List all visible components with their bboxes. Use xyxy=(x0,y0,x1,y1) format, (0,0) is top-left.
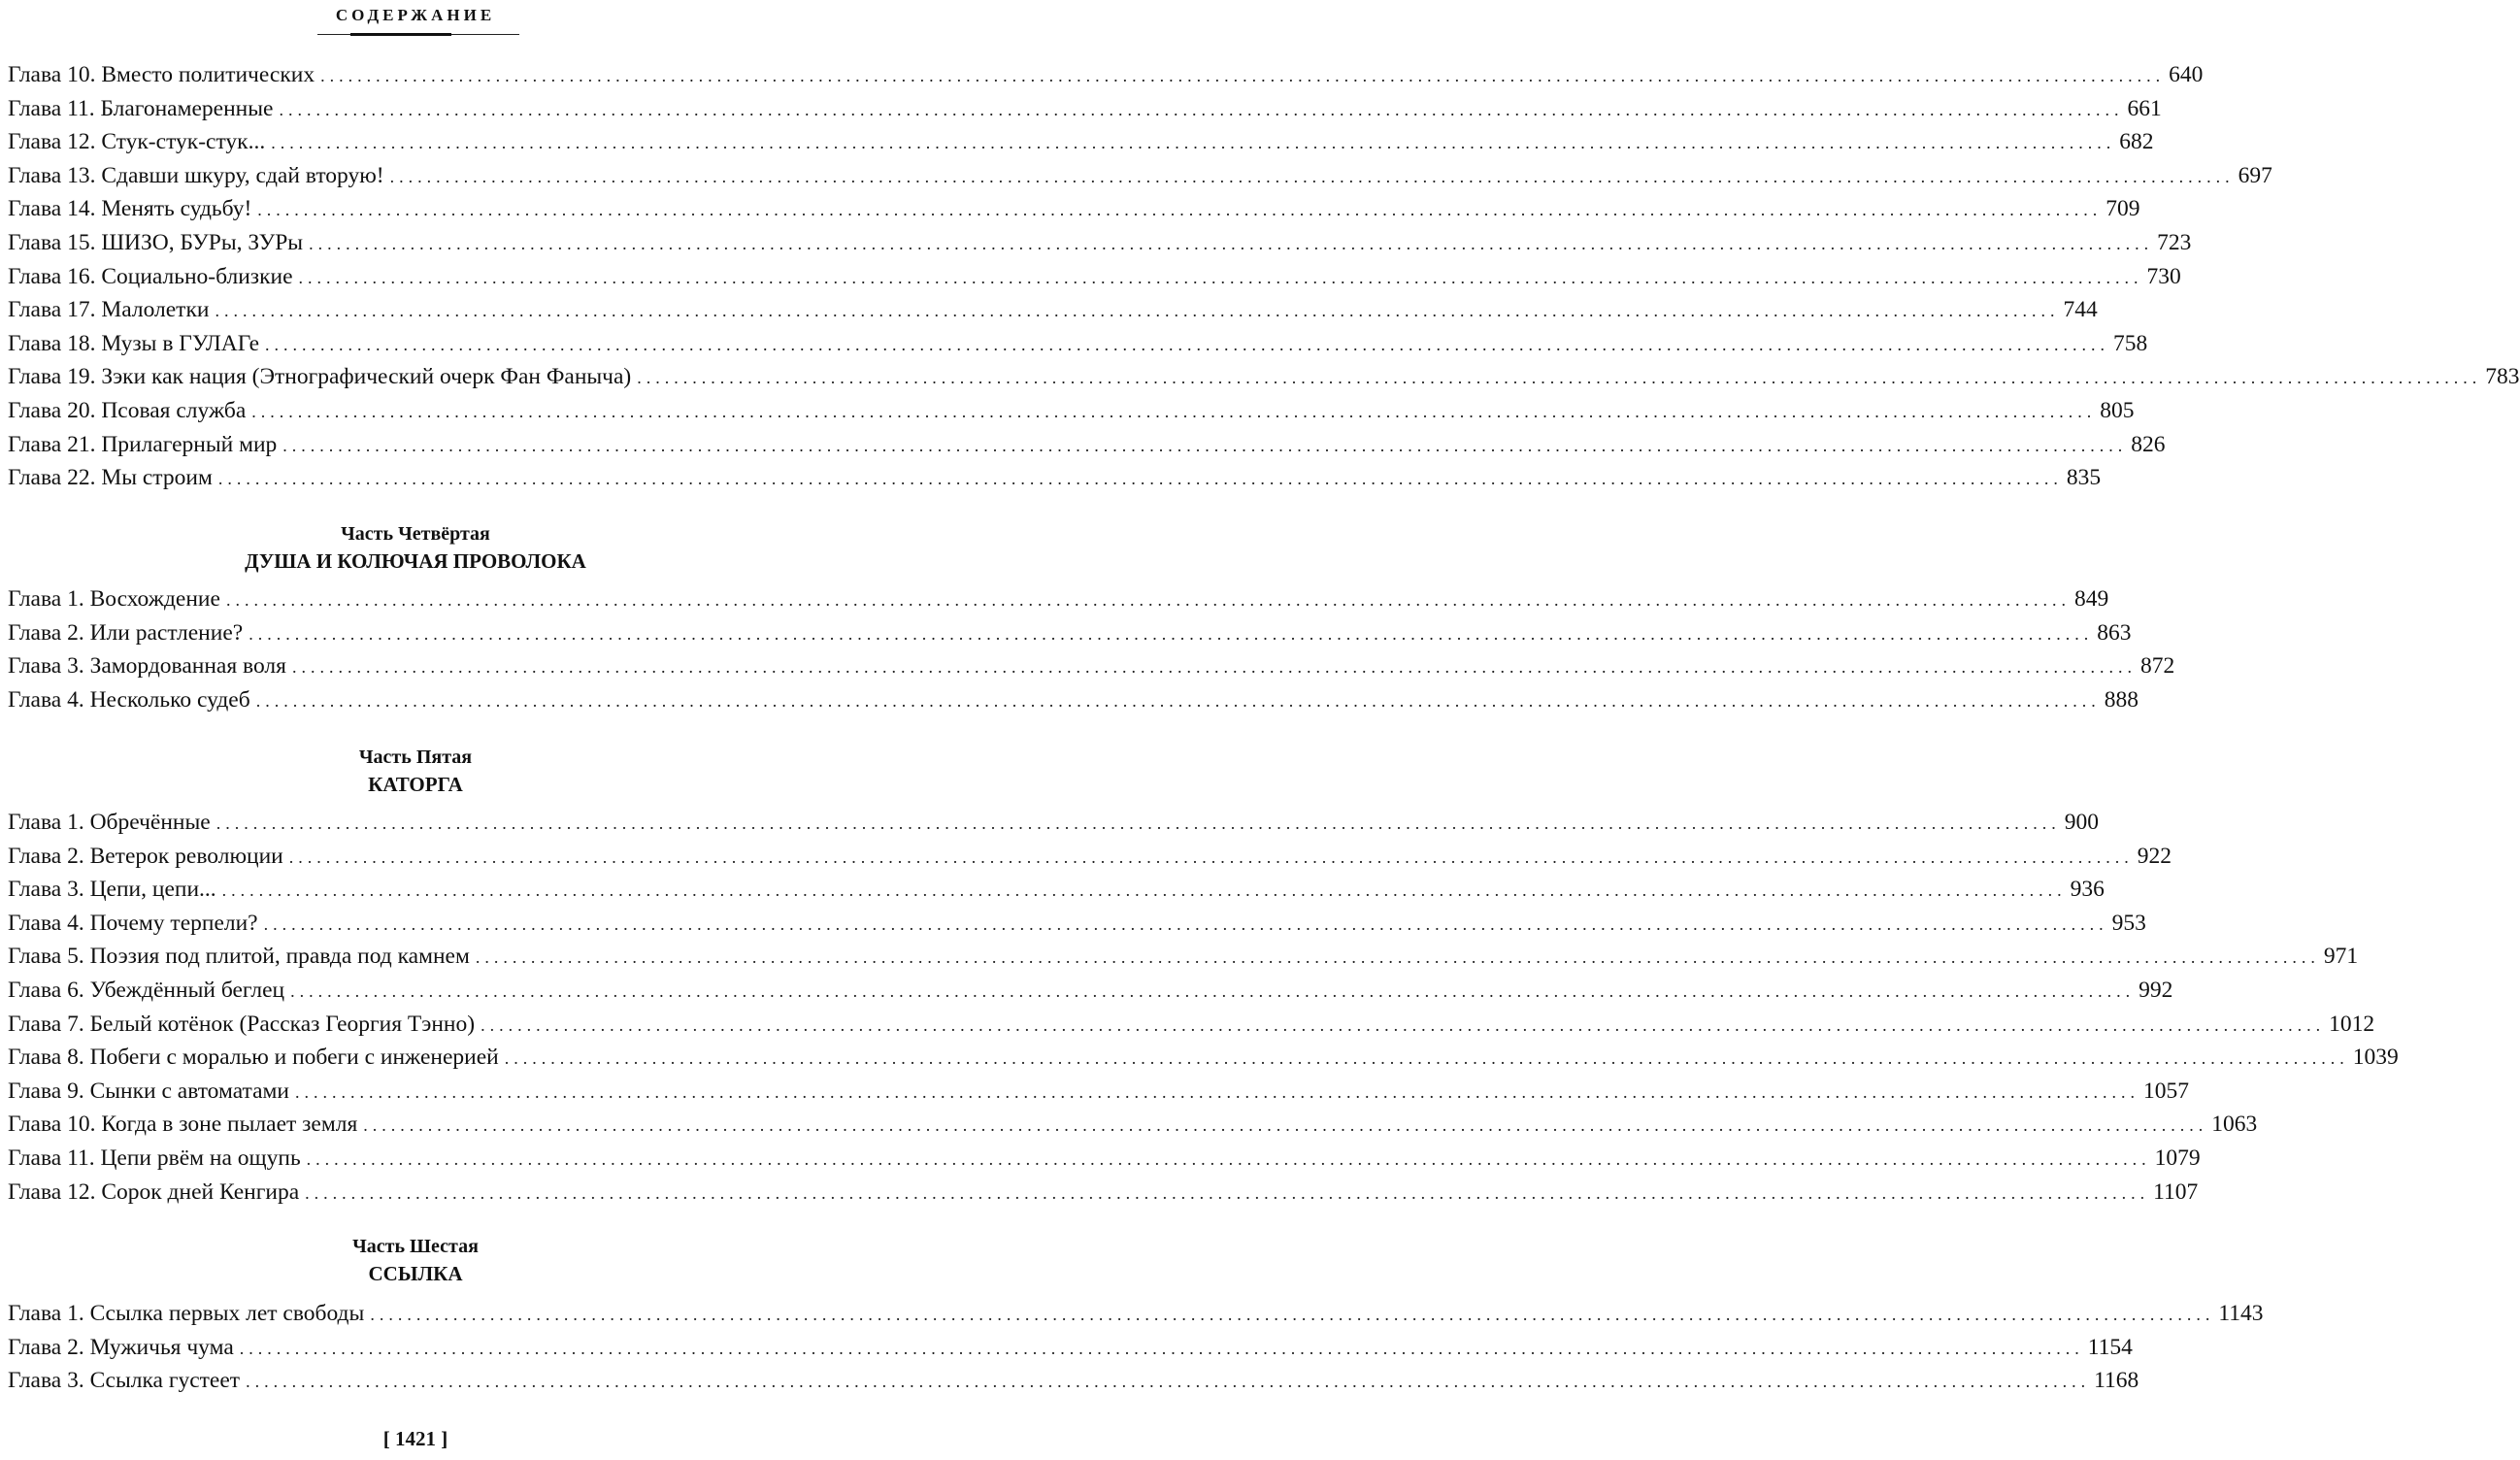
dot-leader: ........................................................................................................................................................................................................ xyxy=(265,334,2110,354)
chapter-title: Глава 11. Благонамеренные xyxy=(8,95,274,121)
toc-entry[interactable] xyxy=(8,330,2148,365)
part-number: Часть Шестая xyxy=(352,1236,479,1257)
toc-entry[interactable] xyxy=(8,1011,2375,1045)
dot-leader: ........................................................................................................................................................................................................ xyxy=(475,947,2320,968)
chapter-title: Глава 3. Цепи, цепи... xyxy=(8,877,216,903)
chapter-title: Глава 19. Зэки как нация (Этнографический очерк Фан Фаныча) xyxy=(8,364,632,390)
dot-leader: ........................................................................................................................................................................................................ xyxy=(370,1305,2215,1324)
page-number: 1168 xyxy=(2094,1368,2139,1394)
dot-leader: ........................................................................................................................................................................................................ xyxy=(279,99,2124,119)
chapter-title: Глава 22. Мы строим xyxy=(8,465,213,491)
chapter-title: Глава 4. Несколько судеб xyxy=(8,686,250,713)
dot-leader: ........................................................................................................................................................................................................ xyxy=(239,1338,2084,1358)
dot-leader: ........................................................................................................................................................................................................ xyxy=(221,880,2067,901)
folio-page-number: [ 1421 ] xyxy=(382,1427,448,1450)
chapter-title: Глава 13. Сдавши шкуру, сдай вторую! xyxy=(8,162,384,188)
chapter-title: Глава 9. Сынки с автоматами xyxy=(8,1078,289,1104)
toc-entry[interactable] xyxy=(8,810,2099,844)
dot-leader: ........................................................................................................................................................................................................ xyxy=(637,368,2482,388)
toc-entry[interactable] xyxy=(8,877,2105,911)
dot-leader: ........................................................................................................................................................................................................ xyxy=(271,133,2116,153)
page-number: 922 xyxy=(2137,843,2172,869)
chapter-title: Глава 1. Обречённые xyxy=(8,810,211,835)
page-number: 849 xyxy=(2073,586,2109,612)
page-number: 805 xyxy=(2100,397,2135,423)
header-rule-accent xyxy=(350,33,451,36)
dot-leader: ........................................................................................................................................................................................................ xyxy=(305,1182,2150,1203)
toc-entry[interactable] xyxy=(8,686,2139,721)
chapter-title: Глава 5. Поэзия под плитой, правда под камнем xyxy=(8,944,470,970)
toc-entry[interactable] xyxy=(8,619,2132,654)
chapter-title: Глава 2. Или растление? xyxy=(8,619,244,646)
page-number: 872 xyxy=(2139,653,2175,680)
dot-leader: ........................................................................................................................................................................................................ xyxy=(298,267,2143,287)
dot-leader: ........................................................................................................................................................................................................ xyxy=(246,1372,2091,1392)
chapter-title: Глава 18. Музы в ГУЛАГе xyxy=(8,330,260,356)
page-number: 835 xyxy=(2066,465,2102,491)
chapter-title: Глава 6. Убеждённый беглец xyxy=(8,977,285,1003)
dot-leader: ........................................................................................................................................................................................................ xyxy=(255,690,2101,711)
toc-entry[interactable] xyxy=(8,431,2166,466)
dot-leader: ........................................................................................................................................................................................................ xyxy=(309,233,2154,253)
page-number: 888 xyxy=(2104,686,2139,713)
toc-entry[interactable] xyxy=(8,653,2175,687)
part-number: Часть Пятая xyxy=(358,747,473,768)
chapter-title: Глава 21. Прилагерный мир xyxy=(8,431,278,457)
page-number: 661 xyxy=(2127,95,2162,121)
page-number: 1063 xyxy=(2211,1112,2258,1138)
dot-leader: ........................................................................................................................................................................................................ xyxy=(306,1148,2151,1169)
toc-entry[interactable] xyxy=(8,1145,2201,1179)
dot-leader: ........................................................................................................................................................................................................ xyxy=(225,590,2071,610)
toc-section-part-6 xyxy=(8,1301,2264,1402)
chapter-title: Глава 16. Социально-близкие xyxy=(8,263,293,289)
dot-leader: ........................................................................................................................................................................................................ xyxy=(290,980,2136,1001)
page-number: 863 xyxy=(2097,619,2132,646)
toc-entry[interactable] xyxy=(8,1178,2199,1213)
page-number: 1012 xyxy=(2329,1011,2375,1037)
toc-entry[interactable] xyxy=(8,586,2109,620)
toc-entry[interactable] xyxy=(8,62,2204,96)
toc-entry[interactable] xyxy=(8,263,2181,298)
page-number: 709 xyxy=(2106,196,2140,222)
chapter-title: Глава 4. Почему терпели? xyxy=(8,910,258,936)
toc-entry[interactable] xyxy=(8,1301,2264,1335)
toc-entry[interactable] xyxy=(8,162,2272,197)
part-number: Часть Четвёртая xyxy=(341,523,490,545)
running-header: СОДЕРЖАНИЕ xyxy=(335,6,496,24)
page-number: 1057 xyxy=(2142,1078,2189,1104)
part-title: ССЫЛКА xyxy=(368,1262,463,1285)
page-number: 697 xyxy=(2238,162,2272,188)
page-number: 1079 xyxy=(2154,1145,2201,1171)
toc-entry[interactable] xyxy=(8,843,2172,878)
chapter-title: Глава 17. Малолетки xyxy=(8,297,210,323)
toc-entry[interactable] xyxy=(8,397,2135,432)
page-number: 1039 xyxy=(2352,1045,2399,1071)
chapter-title: Глава 14. Менять судьбу! xyxy=(8,196,252,222)
toc-entry[interactable] xyxy=(8,196,2140,230)
toc-entry[interactable] xyxy=(8,129,2154,163)
dot-leader: ........................................................................................................................................................................................................ xyxy=(291,657,2137,678)
dot-leader: ........................................................................................................................................................................................................ xyxy=(263,913,2108,934)
page-number: 1107 xyxy=(2153,1178,2199,1205)
dot-leader: ........................................................................................................................................................................................................ xyxy=(320,66,2166,85)
page-number: 783 xyxy=(2485,364,2520,390)
page-number: 900 xyxy=(2064,810,2099,835)
dot-leader: ........................................................................................................................................................................................................ xyxy=(282,435,2128,455)
chapter-title: Глава 15. ШИЗО, БУРы, ЗУРы xyxy=(8,229,304,255)
page-number: 1143 xyxy=(2218,1301,2264,1326)
chapter-title: Глава 7. Белый котёнок (Рассказ Георгия Тэнно) xyxy=(8,1011,476,1037)
chapter-title: Глава 10. Когда в зоне пылает земля xyxy=(8,1112,358,1138)
chapter-title: Глава 1. Восхождение xyxy=(8,586,220,612)
toc-entry[interactable] xyxy=(8,95,2162,130)
page-number: 723 xyxy=(2157,229,2192,255)
page-number: 640 xyxy=(2169,62,2204,87)
part-title: ДУША И КОЛЮЧАЯ ПРОВОЛОКА xyxy=(245,549,586,573)
toc-entry[interactable] xyxy=(8,1368,2139,1402)
chapter-title: Глава 1. Ссылка первых лет свободы xyxy=(8,1301,365,1326)
chapter-title: Глава 2. Ветерок революции xyxy=(8,843,283,869)
page-number: 1154 xyxy=(2087,1334,2133,1360)
page-number: 730 xyxy=(2146,263,2181,289)
dot-leader: ........................................................................................................................................................................................................ xyxy=(363,1115,2208,1136)
dot-leader: ........................................................................................................................................................................................................ xyxy=(216,813,2061,833)
dot-leader: ........................................................................................................................................................................................................ xyxy=(215,301,2060,321)
part-heading xyxy=(0,1233,831,1287)
chapter-title: Глава 11. Цепи рвём на ощупь xyxy=(8,1145,301,1171)
toc-entry[interactable] xyxy=(8,1334,2133,1369)
dot-leader: ........................................................................................................................................................................................................ xyxy=(249,623,2094,644)
page-number: 758 xyxy=(2113,330,2148,356)
toc-entry[interactable] xyxy=(8,1112,2258,1145)
chapter-title: Глава 10. Вместо политических xyxy=(8,62,315,87)
chapter-title: Глава 3. Ссылка густеет xyxy=(8,1368,241,1394)
dot-leader: ........................................................................................................................................................................................................ xyxy=(504,1048,2349,1069)
toc-entry[interactable] xyxy=(8,1078,2189,1112)
dot-leader: ........................................................................................................................................................................................................ xyxy=(257,200,2103,220)
page-number: 953 xyxy=(2111,910,2146,936)
dot-leader: ........................................................................................................................................................................................................ xyxy=(389,166,2235,186)
page-number: 744 xyxy=(2063,297,2098,323)
page-number: 682 xyxy=(2119,129,2154,155)
chapter-title: Глава 8. Побеги с моралью и побеги с инженерией xyxy=(8,1045,499,1071)
chapter-title: Глава 3. Замордованная воля xyxy=(8,653,286,680)
toc-entry[interactable] xyxy=(8,1045,2399,1078)
part-heading xyxy=(0,744,831,798)
toc-entry[interactable] xyxy=(8,297,2098,331)
dot-leader: ........................................................................................................................................................................................................ xyxy=(481,1014,2326,1035)
chapter-title: Глава 20. Псовая служба xyxy=(8,397,247,423)
toc-section-part-3-continued xyxy=(8,62,2520,499)
dot-leader: ........................................................................................................................................................................................................ xyxy=(217,469,2063,489)
toc-entry[interactable] xyxy=(8,977,2173,1012)
page-number: 992 xyxy=(2139,977,2173,1003)
toc-section-part-4 xyxy=(8,586,2175,720)
dot-leader: ........................................................................................................................................................................................................ xyxy=(294,1081,2139,1102)
page-number: 936 xyxy=(2070,877,2105,903)
toc-section-part-5 xyxy=(8,810,2399,1212)
toc-entry[interactable] xyxy=(8,944,2359,978)
part-heading xyxy=(0,520,831,575)
dot-leader: ........................................................................................................................................................................................................ xyxy=(251,401,2097,421)
dot-leader: ........................................................................................................................................................................................................ xyxy=(288,846,2134,867)
chapter-title: Глава 12. Стук-стук-стук... xyxy=(8,129,266,155)
toc-entry[interactable] xyxy=(8,229,2192,264)
page-number: 971 xyxy=(2323,944,2359,970)
chapter-title: Глава 12. Сорок дней Кенгира xyxy=(8,1178,300,1205)
page-number: 826 xyxy=(2131,431,2166,457)
part-title: КАТОРГА xyxy=(368,773,463,796)
toc-entry[interactable] xyxy=(8,465,2102,499)
toc-entry[interactable] xyxy=(8,910,2146,945)
chapter-title: Глава 2. Мужичья чума xyxy=(8,1334,234,1360)
toc-entry[interactable] xyxy=(8,364,2520,398)
